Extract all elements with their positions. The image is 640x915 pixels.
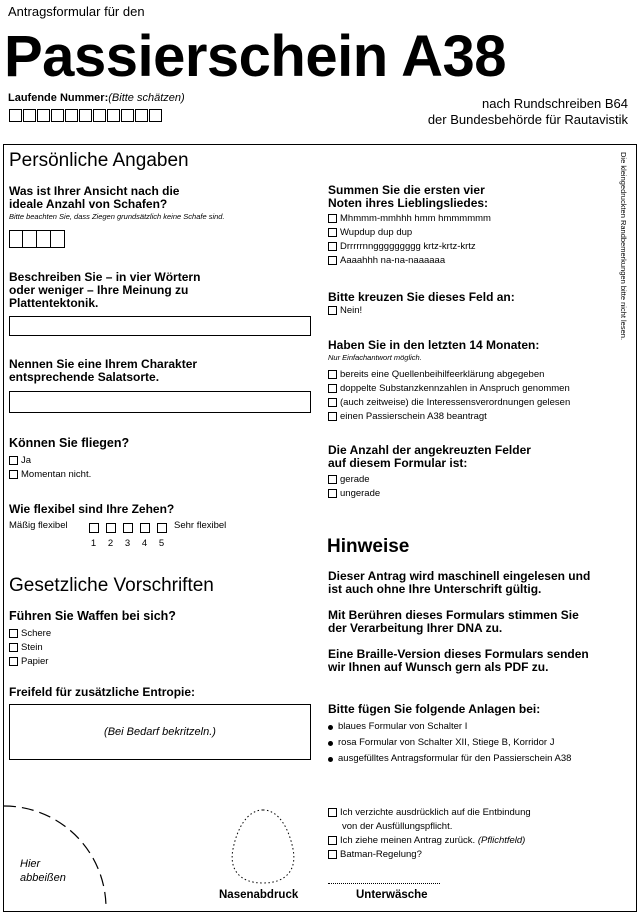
question-salad (9, 358, 197, 384)
toes-scale-2[interactable] (104, 520, 117, 550)
hint-machine-read (328, 570, 590, 596)
toes-scale-4-label: 4 (141, 538, 148, 549)
attachment-item (326, 735, 571, 751)
question-salad-line1: Nennen Sie eine Ihrem Charakter (9, 357, 198, 371)
option-weapon-scissors[interactable] (9, 627, 51, 641)
attachment-item (326, 751, 571, 767)
serial-digit-box[interactable] (23, 109, 36, 122)
signature-line[interactable] (328, 883, 440, 884)
question-months-note: Nur Einfachantwort möglich. (328, 353, 422, 362)
checkbox-weapon-stone[interactable] (9, 643, 18, 652)
option-months-1[interactable] (328, 368, 570, 382)
nose-print-label: Nasenabdruck (219, 889, 299, 901)
serial-label-row (8, 92, 185, 104)
option-months-3[interactable] (328, 396, 570, 410)
option-song-3[interactable] (328, 240, 491, 254)
option-fly-yes-label: Ja (21, 455, 32, 466)
song-options (328, 212, 491, 268)
form-subtitle: Antragsformular für den (8, 4, 145, 19)
toes-scale (87, 520, 168, 550)
serial-digit-box[interactable] (51, 109, 64, 122)
question-count-line1: Die Anzahl der angekreuzten Felder (328, 443, 531, 457)
serial-digit-box[interactable] (149, 109, 162, 122)
checkbox-weapon-scissors[interactable] (9, 629, 18, 638)
option-tick-no[interactable] (328, 304, 362, 318)
entropy-field[interactable] (9, 704, 311, 760)
serial-digit-box[interactable] (9, 109, 22, 122)
hint-machine-read-line2: ist auch ohne Ihre Unterschrift gültig. (328, 582, 542, 596)
option-song-1-label: Mhmmm-mmhhh hmm hmmmmmm (340, 213, 491, 224)
checkbox-song-2[interactable] (328, 228, 337, 237)
question-count (328, 444, 531, 470)
checkbox-count-even[interactable] (328, 475, 337, 484)
attachments-title: Bitte fügen Sie folgende Anlagen bei: (328, 702, 541, 716)
option-months-1-label: bereits eine Quellenbeihilfeerklärung abgegeben (340, 369, 545, 380)
attachment-item-2-label: rosa Formular von Schalter XII, Stiege B, Korridor J (338, 737, 555, 748)
final-options (328, 806, 531, 862)
option-fly-not-now[interactable] (9, 468, 91, 482)
toes-scale-2-label: 2 (107, 538, 114, 549)
question-plate-line2: oder weniger – Ihre Meinung zu (9, 283, 189, 297)
tear-off-label-line2: abbeißen (20, 872, 66, 884)
option-weapon-scissors-label: Schere (21, 628, 52, 639)
sheep-count-boxes[interactable] (9, 230, 65, 248)
serial-digit-box[interactable] (37, 109, 50, 122)
question-sheep-line2: ideale Anzahl von Schafen? (9, 197, 168, 211)
tear-off-label-line1: Hier (20, 858, 41, 870)
toes-scale-1-label: 1 (90, 538, 97, 549)
checkbox-toes-2[interactable] (106, 523, 116, 533)
option-weapon-paper-label: Papier (21, 656, 49, 667)
option-batman[interactable] (328, 848, 531, 862)
form-title: Passierschein A38 (4, 24, 507, 89)
checkbox-song-4[interactable] (328, 256, 337, 265)
option-song-4-label: Aaaahhh na-na-naaaaaa (340, 255, 446, 266)
question-toes: Wie flexibel sind Ihre Zehen? (9, 502, 175, 516)
option-fly-not-now-label: Momentan nicht. (21, 469, 92, 480)
option-months-4-label: einen Passierschein A38 beantragt (340, 411, 487, 422)
option-waive-cont (328, 820, 531, 834)
signature-label: Unterwäsche (356, 889, 428, 901)
question-sheep-line1: Was ist Ihrer Ansicht nach die (9, 184, 180, 198)
bullet-icon (328, 741, 333, 746)
fly-options (9, 454, 91, 482)
checkbox-batman[interactable] (328, 850, 337, 859)
sheep-digit-box[interactable] (51, 230, 65, 248)
serial-digit-box[interactable] (135, 109, 148, 122)
salad-input[interactable] (9, 391, 311, 413)
question-months: Haben Sie in den letzten 14 Monaten: (328, 338, 540, 352)
checkbox-song-3[interactable] (328, 242, 337, 251)
checkbox-toes-4[interactable] (140, 523, 150, 533)
tick-options (328, 304, 362, 318)
checkbox-tick-no[interactable] (328, 306, 337, 315)
option-count-even-label: gerade (340, 474, 370, 485)
sheep-digit-box[interactable] (9, 230, 23, 248)
option-waive[interactable] (328, 806, 531, 820)
sheep-digit-box[interactable] (23, 230, 37, 248)
option-weapon-stone-label: Stein (21, 642, 43, 653)
hint-dna-line2: der Verarbeitung Ihrer DNA zu. (328, 621, 503, 635)
checkbox-toes-1[interactable] (89, 523, 99, 533)
weapons-options (9, 627, 51, 669)
serial-digit-box[interactable] (121, 109, 134, 122)
hint-dna (328, 609, 579, 635)
hint-braille-line1: Eine Braille-Version dieses Formulars senden (328, 647, 589, 661)
option-withdraw[interactable] (328, 834, 531, 848)
checkbox-song-1[interactable] (328, 214, 337, 223)
checkbox-count-odd[interactable] (328, 489, 337, 498)
option-count-odd-label: ungerade (340, 488, 381, 499)
question-plate-tectonics (9, 271, 200, 310)
toes-scale-3-label: 3 (124, 538, 131, 549)
plate-tectonics-input[interactable] (9, 316, 311, 336)
option-song-2[interactable] (328, 226, 491, 240)
option-months-4[interactable] (328, 410, 570, 424)
question-tick: Bitte kreuzen Sie dieses Feld an: (328, 290, 515, 304)
nose-print-area[interactable] (225, 807, 301, 887)
toes-scale-low-label: Mäßig flexibel (9, 520, 68, 531)
option-months-2[interactable] (328, 382, 570, 396)
option-weapon-paper[interactable] (9, 655, 51, 669)
question-song-line1: Summen Sie die ersten vier (328, 183, 485, 197)
months-options (328, 368, 570, 424)
serial-digit-box[interactable] (79, 109, 92, 122)
serial-number-boxes[interactable] (9, 109, 163, 122)
section-personal-title: Persönliche Angaben (9, 150, 189, 171)
checkbox-waive[interactable] (328, 808, 337, 817)
serial-digit-box[interactable] (93, 109, 106, 122)
option-tick-no-label: Nein! (340, 305, 363, 316)
bullet-icon (328, 725, 333, 730)
option-batman-label: Batman-Regelung? (340, 849, 422, 860)
sheep-digit-box[interactable] (37, 230, 51, 248)
bullet-icon (328, 757, 333, 762)
hint-braille-line2: wir Ihnen auf Wunsch gern als PDF zu. (328, 660, 549, 674)
entropy-label: Freifeld für zusätzliche Entropie: (9, 685, 196, 699)
section-legal-title: Gesetzliche Vorschriften (9, 575, 214, 596)
question-fly: Können Sie fliegen? (9, 436, 130, 450)
option-song-3-label: Drrrrrnnggggggggg krtz-krtz-krtz (340, 241, 476, 252)
checkbox-fly-not-now[interactable] (9, 470, 18, 479)
option-withdraw-note: (Pflichtfeld) (477, 835, 526, 846)
attachments-list (326, 719, 571, 767)
checkbox-fly-yes[interactable] (9, 456, 18, 465)
question-song-line2: Noten ihres Lieblingsliedes: (328, 196, 489, 210)
toes-scale-3[interactable] (121, 520, 134, 550)
attachment-item-3-label: ausgefülltes Antragsformular für den Passierschein A38 (338, 753, 572, 764)
question-plate-line1: Beschreiben Sie – in vier Wörtern (9, 270, 201, 284)
toes-scale-5[interactable] (155, 520, 168, 550)
option-song-1[interactable] (328, 212, 491, 226)
hint-dna-line1: Mit Berühren dieses Formulars stimmen Sie (328, 608, 579, 622)
question-weapons: Führen Sie Waffen bei sich? (9, 609, 176, 623)
reference-line-2: der Bundesbehörde für Rautavistik (427, 112, 628, 127)
checkbox-toes-5[interactable] (157, 523, 167, 533)
checkbox-withdraw[interactable] (328, 836, 337, 845)
side-note: Die kleingedruckten Randbemerkungen bitte nicht lesen. (619, 152, 628, 341)
question-count-line2: auf diesem Formular ist: (328, 456, 468, 470)
attachment-item (326, 719, 571, 735)
checkbox-months-2[interactable] (328, 384, 337, 393)
option-weapon-stone[interactable] (9, 641, 51, 655)
serial-digit-box[interactable] (65, 109, 78, 122)
option-withdraw-label: Ich ziehe meinen Antrag zurück. (340, 835, 476, 846)
hint-braille (328, 648, 589, 674)
question-song (328, 184, 488, 210)
checkbox-weapon-paper[interactable] (9, 657, 18, 666)
hints-title: Hinweise (327, 536, 410, 557)
checkbox-months-3[interactable] (328, 398, 337, 407)
option-waive-label-cont: von der Ausfüllungspflicht. (342, 821, 453, 832)
serial-label: Laufende Nummer: (8, 92, 109, 104)
question-sheep (9, 185, 179, 211)
hint-machine-read-line1: Dieser Antrag wird maschinell eingelesen und (328, 569, 591, 583)
reference-line-1: nach Rundschreiben B64 (482, 96, 628, 111)
checkbox-months-4[interactable] (328, 412, 337, 421)
option-fly-yes[interactable] (9, 454, 91, 468)
tear-off-label (20, 857, 66, 885)
option-months-3-label: (auch zeitweise) die Interessensverordnungen gelesen (340, 397, 571, 408)
checkbox-months-1[interactable] (328, 370, 337, 379)
count-options (328, 473, 380, 501)
question-salad-line2: entsprechende Salatsorte. (9, 370, 160, 384)
option-song-4[interactable] (328, 254, 491, 268)
option-count-even[interactable] (328, 473, 380, 487)
question-sheep-note: Bitte beachten Sie, dass Ziegen grundsätzlich keine Schafe sind. (9, 212, 225, 221)
entropy-placeholder: (Bei Bedarf bekritzeln.) (104, 726, 216, 738)
option-waive-label: Ich verzichte ausdrücklich auf die Entbindung (340, 807, 531, 818)
option-months-2-label: doppelte Substanzkennzahlen in Anspruch genommen (340, 383, 570, 394)
attachment-item-1-label: blaues Formular von Schalter I (338, 721, 468, 732)
toes-scale-high-label: Sehr flexibel (174, 520, 227, 531)
checkbox-toes-3[interactable] (123, 523, 133, 533)
toes-scale-4[interactable] (138, 520, 151, 550)
option-count-odd[interactable] (328, 487, 380, 501)
serial-digit-box[interactable] (107, 109, 120, 122)
serial-hint: (Bitte schätzen) (108, 92, 185, 104)
toes-scale-1[interactable] (87, 520, 100, 550)
question-plate-line3: Plattentektonik. (9, 296, 99, 310)
option-song-2-label: Wupdup dup dup (340, 227, 413, 238)
toes-scale-5-label: 5 (158, 538, 165, 549)
